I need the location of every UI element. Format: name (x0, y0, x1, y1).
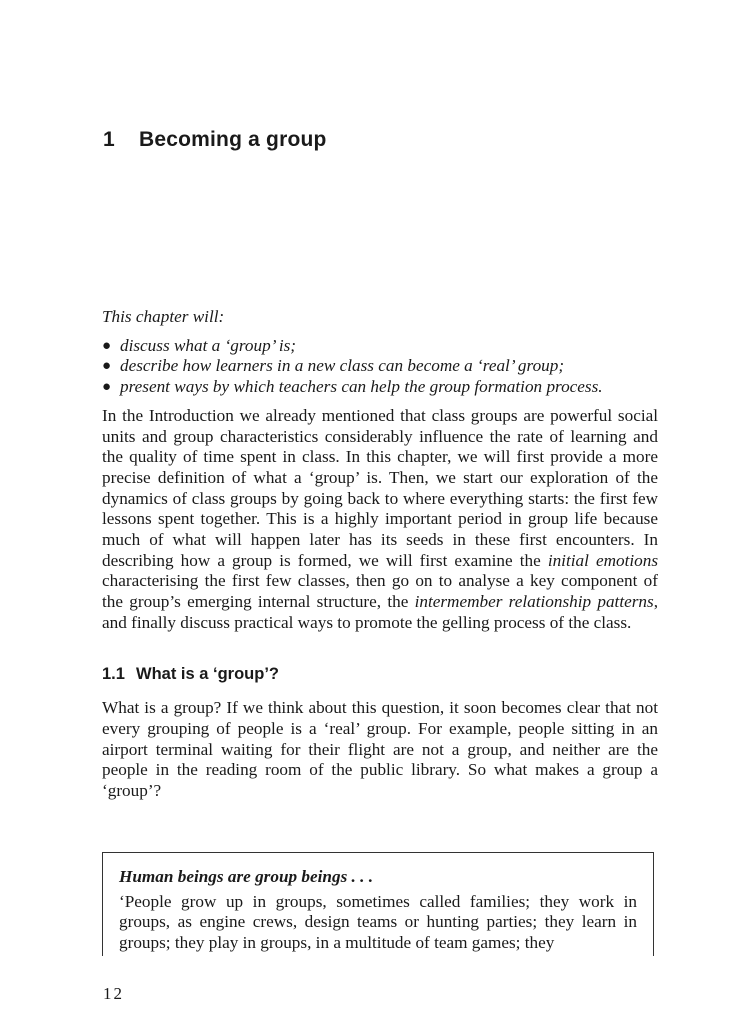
bullet-icon: ● (102, 358, 112, 375)
section-paragraph: What is a group? If we think about this question, it soon becomes clear that not every grouping of people is a ‘real’ group. For example, people sitting in an airport terminal waiting for their flight are not a group, and neither are the people in the reading room of the public library. So what makes a group a ‘group’? (102, 698, 658, 801)
paragraph-text: , and finally discuss practical ways to promote the gelling process of the class. (102, 592, 658, 632)
aim-text: describe how learners in a new class can become a ‘real’ group; (120, 356, 565, 376)
main-content (102, 307, 658, 802)
aim-item (102, 377, 658, 398)
quote-box (102, 852, 654, 956)
paragraph-text: characterising the first few classes, then go on to analyse a key component of the group’s emerging internal structure, the (102, 571, 658, 612)
intro-paragraph (102, 406, 658, 634)
aim-item (102, 356, 658, 377)
emphasis-initial-emotions: initial emotions (547, 550, 659, 570)
aim-item (102, 336, 658, 357)
bullet-icon: ● (102, 337, 112, 354)
section-heading (102, 664, 658, 685)
quote-box-text: ‘People grow up in groups, sometimes called families; they work in groups, as engine crews, design teams or hunting parties; they learn in groups; they play in groups, in a multitude of team games; they (119, 891, 637, 953)
aim-text: present ways by which teachers can help the group formation process. (120, 377, 603, 397)
section-title: What is a ‘group’? (136, 664, 279, 683)
emphasis-relationship-patterns: intermember relationship patterns (414, 592, 654, 612)
chapter-title-text: Becoming a group (139, 128, 327, 151)
aim-text: discuss what a ‘group’ is; (120, 335, 297, 355)
section-number: 1.1 (102, 664, 125, 683)
intro-label: This chapter will: (102, 307, 225, 326)
page-number: 12 (103, 984, 124, 1003)
chapter-number: 1 (103, 128, 115, 151)
quote-box-title: Human beings are group beings . . . (119, 867, 374, 886)
bullet-icon: ● (102, 379, 112, 396)
chapter-aims-list (102, 336, 658, 398)
paragraph-text: In the Introduction we already mentioned that class groups are powerful social units and group characteristics considerably influence the rate of learning and the quality of time spent in class. In this chapter, we will first provide a more precise definition of what a ‘group’ is. Then, we start our exploration of the dynamics of class groups by going back to where everything starts: the first few lessons spent together. This is a highly important period in group life because much of what will happen later has its seeds in these first encounters. In describing how a group is formed, we will first examine the (102, 405, 658, 570)
chapter-title (103, 128, 327, 152)
